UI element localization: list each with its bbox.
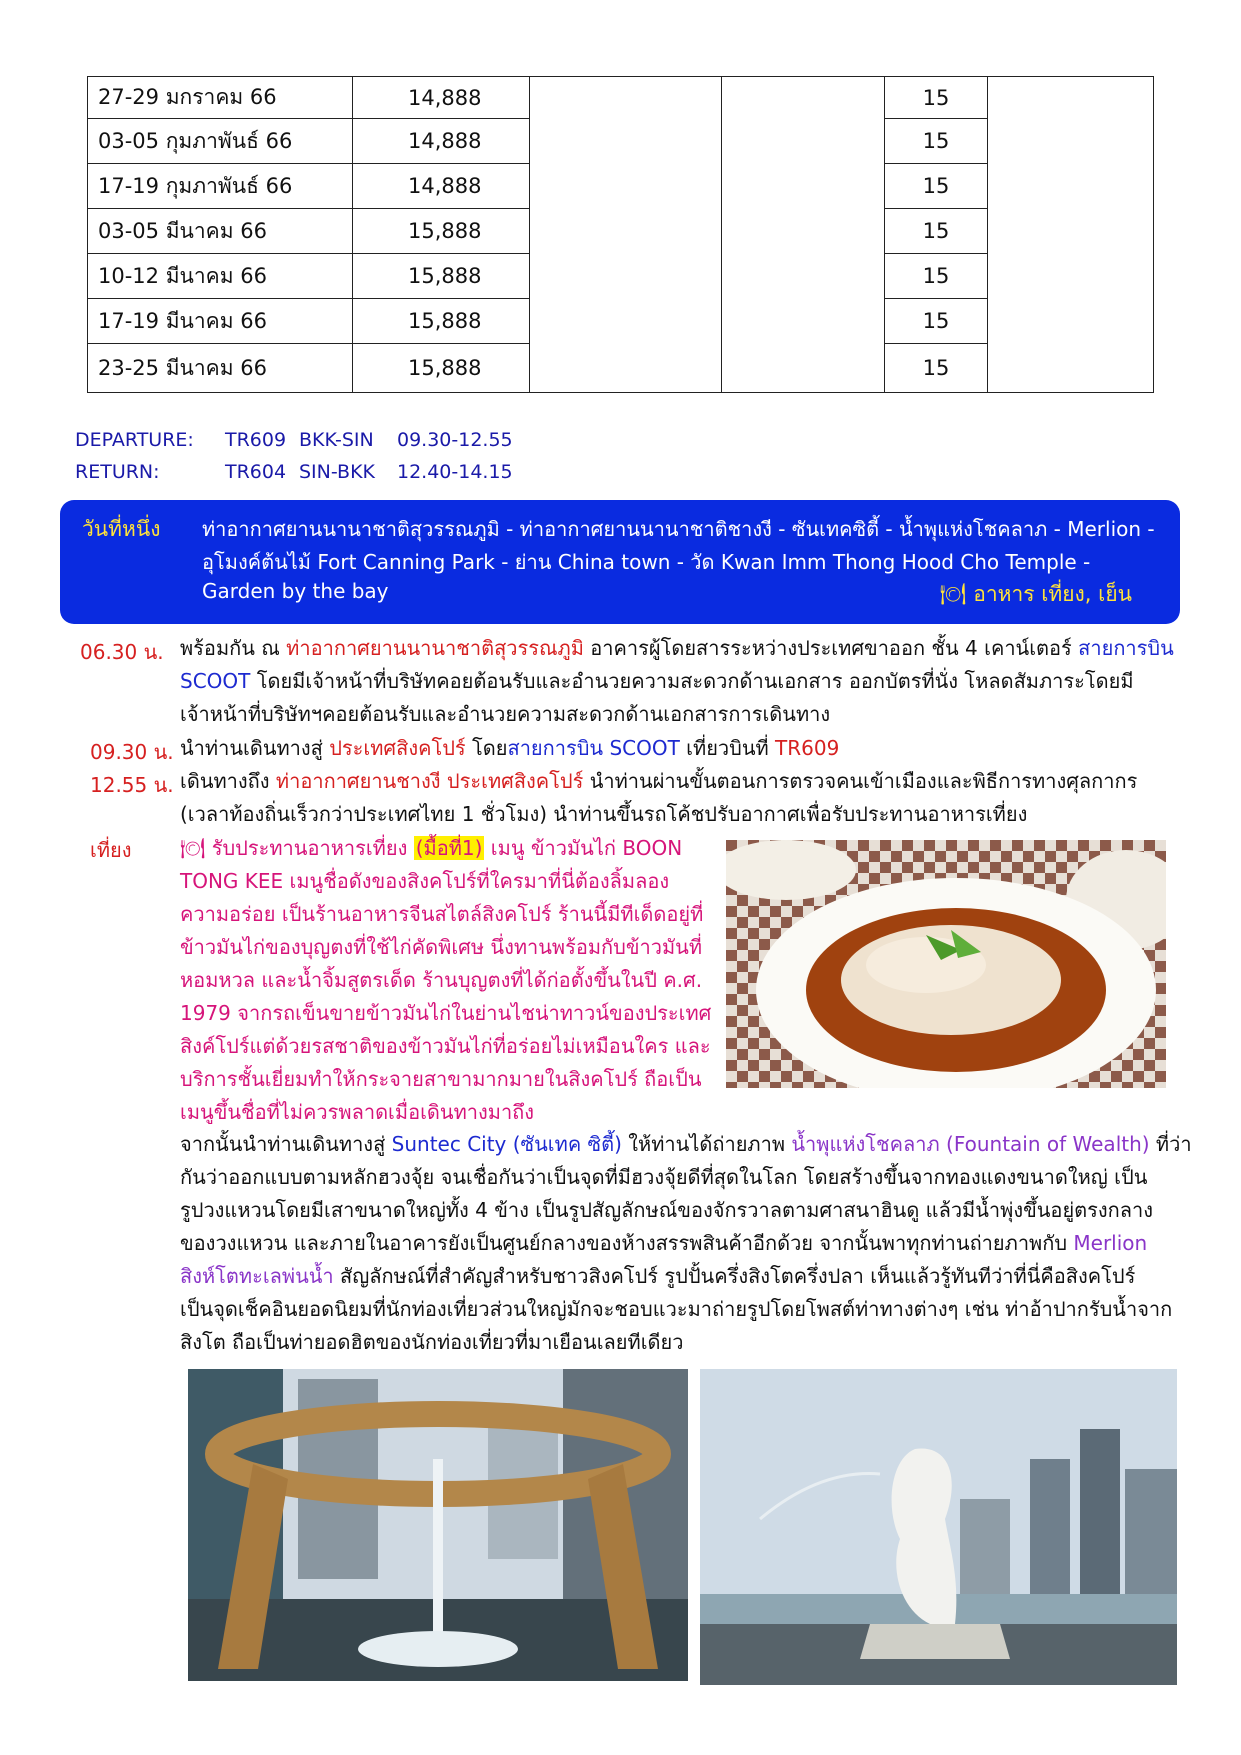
price-cell: 15,888 bbox=[353, 344, 530, 393]
seats-cell: 15 bbox=[885, 254, 988, 299]
suntec-line-3: รูปวงแหวนโดยมีเสาขนาดใหญ่ทั้ง 4 ข้าง เป็นรูปสัญลักษณ์ของจักรวาลตามศาสนาฮินดู แล้วมีน้ำพุ่งขึ้นอยู่ตรงกลาง bbox=[180, 1198, 1154, 1222]
return-route: SIN-BKK bbox=[299, 461, 376, 483]
departure-label: DEPARTURE: bbox=[75, 429, 194, 451]
time-lunch: เที่ยง bbox=[90, 838, 132, 862]
empty-cell-c bbox=[988, 77, 1154, 393]
price-cell: 14,888 bbox=[353, 164, 530, 209]
day-label: วันที่หนึ่ง bbox=[82, 517, 161, 541]
price-cell: 15,888 bbox=[353, 254, 530, 299]
lunch-line-2: TONG KEE เมนูชื่อดังของสิงคโปร์ที่ใครมาที่นี่ต้องลิ้มลอง bbox=[180, 869, 670, 893]
empty-cell-a bbox=[530, 77, 722, 393]
suntec-line-6: เป็นจุดเช็คอินยอดนิยมที่นักท่องเที่ยวส่วนใหญ่มักจะชอบแวะมาถ่ายรูปโดยโพสต์ท่าทางต่างๆ เช่น ท่าอ้าปากรับน้ำจาก bbox=[180, 1297, 1173, 1321]
lunch-line-9: เมนูขึ้นชื่อที่ไม่ควรพลาดเมื่อเดินทางมาถึง bbox=[180, 1100, 535, 1124]
price-cell: 14,888 bbox=[353, 119, 530, 164]
lunch-icon: 🍽 bbox=[180, 836, 206, 860]
meal-icon: 🍽 bbox=[939, 582, 967, 606]
schedule-line-6: (เวลาท้องถิ่นเร็วกว่าประเทศไทย 1 ชั่วโมง) นำท่านขึ้นรถโค้ชปรับอากาศเพื่อรับประทานอาหารเที่ยง bbox=[180, 802, 1028, 826]
schedule-line-1: พร้อมกัน ณ ท่าอากาศยานนานาชาติสุวรรณภูมิ อาคารผู้โดยสารระหว่างประเทศขาออก ชั้น 4 เคาน์เตอร์ สายการบิน bbox=[180, 636, 1174, 660]
return-label: RETURN: bbox=[75, 461, 160, 483]
return-flight: TR604 bbox=[225, 461, 287, 483]
meal-number-highlight: (มื้อที่1) bbox=[415, 836, 483, 860]
travel-date-cell: 10-12 มีนาคม 66 bbox=[88, 254, 353, 299]
schedule-line-5: เดินทางถึง ท่าอากาศยานชางงี ประเทศสิงคโปร์ นำท่านผ่านขั้นตอนการตรวจคนเข้าเมืองและพิธีการทางศุลกากร bbox=[180, 769, 1138, 793]
seats-cell: 15 bbox=[885, 119, 988, 164]
price-cell: 15,888 bbox=[353, 209, 530, 254]
merlion-photo bbox=[700, 1369, 1177, 1685]
table-row bbox=[88, 77, 1154, 119]
price-table bbox=[87, 76, 1154, 393]
seats-cell: 15 bbox=[885, 299, 988, 344]
suntec-line-7: สิงโต ถือเป็นท่ายอดฮิตของนักท่องเที่ยวที่มาเยือนเลยทีเดียว bbox=[180, 1330, 684, 1354]
departure-time: 09.30-12.55 bbox=[397, 429, 513, 451]
seats-cell: 15 bbox=[885, 344, 988, 393]
day-route-line-1: ท่าอากาศยานนานาชาติสุวรรณภูมิ - ท่าอากาศยานนานาชาติชางงี - ซันเทคซิตี้ - น้ำพุแห่งโชคลาภ - Merlion - bbox=[202, 517, 1155, 541]
schedule-line-4: นำท่านเดินทางสู่ ประเทศสิงคโปร์ โดยสายการบิน SCOOT เที่ยวบินที่ TR609 bbox=[180, 736, 840, 760]
seats-cell: 15 bbox=[885, 209, 988, 254]
lunch-line-6: 1979 จากรถเข็นขายข้าวมันไก่ในย่านไชน่าทาวน์ของประเทศ bbox=[180, 1001, 712, 1025]
day-route-line-3: Garden by the bay bbox=[202, 579, 389, 603]
suntec-line-5: สิงห์โตทะเลพ่นน้ำ สัญลักษณ์ที่สำคัญสำหรับชาวสิงคโปร์ รูปปั้นครึ่งสิงโตครึ่งปลา เห็นแล้วรู้ทันทีว่าที่นี่คือสิงคโปร์ bbox=[180, 1264, 1136, 1288]
lunch-line-7: สิงค์โปร์แต่ด้วยรสชาติของข้าวมันไก่ที่อร่อยไม่เหมือนใคร และ bbox=[180, 1034, 711, 1058]
seats-cell: 15 bbox=[885, 164, 988, 209]
lunch-line-3: ความอร่อย เป็นร้านอาหารจีนสไตล์สิงคโปร์ ร้านนี้มีทีเด็ดอยู่ที่ bbox=[180, 902, 704, 926]
meal-info bbox=[940, 578, 1132, 611]
travel-date-cell: 27-29 มกราคม 66 bbox=[88, 77, 353, 119]
lunch-line-8: บริการชั้นเยี่ยมทำให้กระจายสาขามากมายในสิงคโปร์ ถือเป็น bbox=[180, 1067, 702, 1091]
travel-date-cell: 03-05 มีนาคม 66 bbox=[88, 209, 353, 254]
empty-cell-b bbox=[722, 77, 885, 393]
day-route-line-2: อุโมงค์ต้นไม้ Fort Canning Park - ย่าน China town - วัด Kwan Imm Thong Hood Cho Temple - bbox=[202, 550, 1091, 574]
suntec-line-4: ของวงแหวน และภายในอาคารยังเป็นศูนย์กลางของห้างสรรพสินค้าอีกด้วย จากนั้นพาทุกท่านถ่ายภาพกับ Merlion bbox=[180, 1231, 1148, 1255]
departure-flight: TR609 bbox=[225, 429, 287, 451]
lunch-line-4: ข้าวมันไก่ของบุญตงที่ใช้ไก่คัดพิเศษ นึ่งทานพร้อมกับข้าวมันที่ bbox=[180, 935, 703, 959]
time-1255: 12.55 น. bbox=[90, 773, 174, 797]
fountain-of-wealth-photo bbox=[188, 1369, 688, 1681]
travel-date-cell: 17-19 มีนาคม 66 bbox=[88, 299, 353, 344]
return-time: 12.40-14.15 bbox=[397, 461, 513, 483]
price-cell: 15,888 bbox=[353, 299, 530, 344]
suntec-line-1: จากนั้นนำท่านเดินทางสู่ Suntec City (ซันเทค ซิตี้) ให้ท่านได้ถ่ายภาพ น้ำพุแห่งโชคลาภ (Fountain of Wealth) ที่ว่า bbox=[180, 1132, 1192, 1156]
time-0930: 09.30 น. bbox=[90, 740, 174, 764]
schedule-line-2: SCOOT โดยมีเจ้าหน้าที่บริษัทคอยต้อนรับและอำนวยความสะดวกด้านเอกสาร ออกบัตรที่นั่ง โหลดสัมภาระโดยมี bbox=[180, 669, 1134, 693]
travel-date-cell: 03-05 กุมภาพันธ์ 66 bbox=[88, 119, 353, 164]
price-cell: 14,888 bbox=[353, 77, 530, 119]
seats-cell: 15 bbox=[885, 77, 988, 119]
lunch-line-1: 🍽 รับประทานอาหารเที่ยง (มื้อที่1) เมนู ข้าวมันไก่ BOON bbox=[180, 836, 683, 860]
suntec-line-2: กันว่าออกแบบตามหลักฮวงจุ้ย จนเชื่อกันว่าเป็นจุดที่มีฮวงจุ้ยดีที่สุดในโลก โดยสร้างขึ้นจากทองแดงขนาดใหญ่ เป็น bbox=[180, 1165, 1148, 1189]
travel-date-cell: 17-19 กุมภาพันธ์ 66 bbox=[88, 164, 353, 209]
meal-text: อาหาร เที่ยง, เย็น bbox=[973, 582, 1132, 606]
chicken-rice-photo bbox=[726, 840, 1166, 1088]
day-one-banner bbox=[60, 500, 1180, 624]
time-0630: 06.30 น. bbox=[80, 640, 164, 664]
lunch-line-5: หอมหวล และน้ำจิ้มสูตรเด็ด ร้านบุญตงที่ได้ก่อตั้งขึ้นในปี ค.ศ. bbox=[180, 968, 703, 992]
schedule-line-3: เจ้าหน้าที่บริษัทฯคอยต้อนรับและอำนวยความสะดวกด้านเอกสารการเดินทาง bbox=[180, 702, 831, 726]
departure-route: BKK-SIN bbox=[299, 429, 374, 451]
travel-date-cell: 23-25 มีนาคม 66 bbox=[88, 344, 353, 393]
